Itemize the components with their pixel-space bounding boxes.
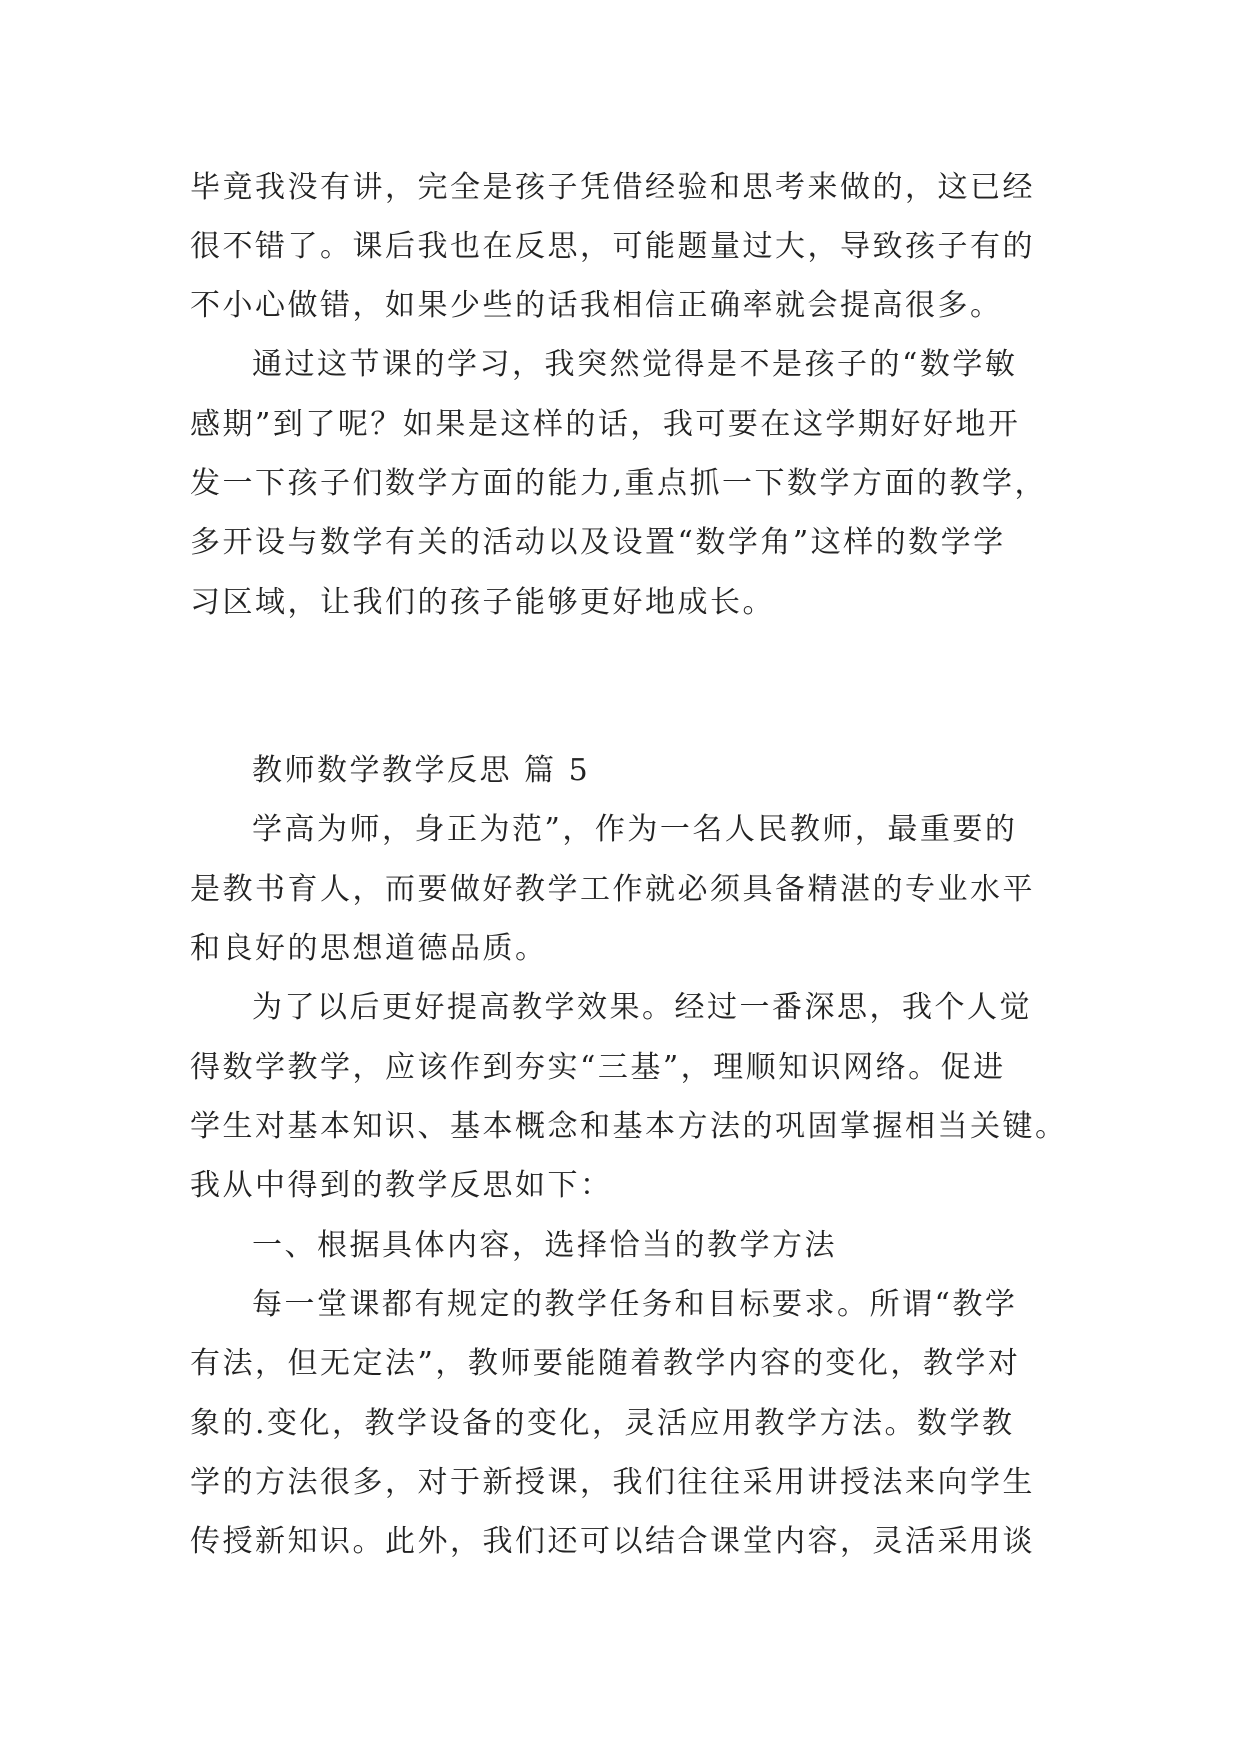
paragraph-line: 得数学教学，应该作到夯实“三基”，理顺知识网络。促进 (190, 1050, 1006, 1085)
paragraph-line: 毕竟我没有讲，完全是孩子凭借经验和思考来做的，这已经 (190, 170, 1035, 205)
paragraph-line: 象的.变化，教学设备的变化，灵活应用教学方法。数学教 (190, 1406, 1015, 1441)
paragraph-line: 习区域，让我们的孩子能够更好地成长。 (190, 585, 775, 620)
paragraph-line: 每一堂课都有规定的教学任务和目标要求。所谓“教学 (252, 1287, 1018, 1322)
paragraph-line: 传授新知识。此外，我们还可以结合课堂内容，灵活采用谈 (190, 1524, 1035, 1559)
paragraph-line: 通过这节课的学习，我突然觉得是不是孩子的“数学敏 (252, 347, 1018, 382)
paragraph-line: 感期”到了呢？如果是这样的话，我可要在这学期好好地开 (190, 407, 1021, 442)
paragraph-line: 为了以后更好提高教学效果。经过一番深思，我个人觉 (252, 990, 1032, 1025)
subsection-heading: 一、根据具体内容，选择恰当的教学方法 (252, 1228, 837, 1263)
paragraph-line: 我从中得到的教学反思如下： (190, 1168, 613, 1203)
paragraph-line: 学生对基本知识、基本概念和基本方法的巩固掌握相当关键。 (190, 1109, 1068, 1144)
paragraph-line: 学高为师，身正为范”，作为一名人民教师，最重要的 (252, 812, 1018, 847)
paragraph-line: 多开设与数学有关的活动以及设置“数学角”这样的数学学 (190, 525, 1006, 560)
paragraph-line: 发一下孩子们数学方面的能力,重点抓一下数学方面的教学， (190, 466, 1048, 501)
paragraph-line: 不小心做错，如果少些的话我相信正确率就会提高很多。 (190, 288, 1003, 323)
paragraph-line: 有法，但无定法”，教师要能随着教学内容的变化，教学对 (190, 1346, 1021, 1381)
section-heading: 教师数学教学反思 篇 5 (252, 753, 591, 788)
paragraph-line: 学的方法很多，对于新授课，我们往往采用讲授法来向学生 (190, 1465, 1035, 1500)
paragraph-line: 很不错了。课后我也在反思，可能题量过大，导致孩子有的 (190, 229, 1035, 264)
paragraph-line: 是教书育人，而要做好教学工作就必须具备精湛的专业水平 (190, 872, 1035, 907)
paragraph-line: 和良好的思想道德品质。 (190, 931, 548, 966)
